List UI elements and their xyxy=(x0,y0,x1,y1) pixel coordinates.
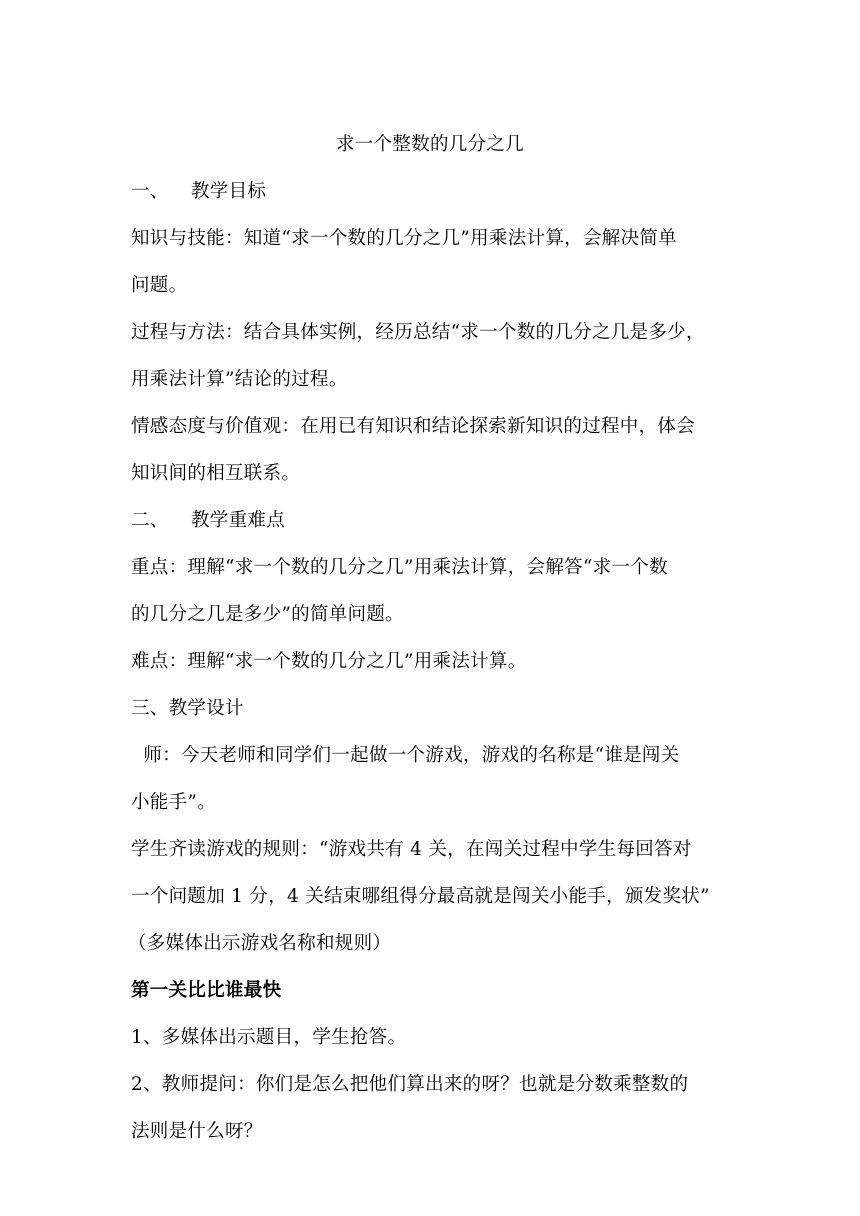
paragraph-line: （多媒体出示游戏名称和规则） xyxy=(128,933,392,954)
paragraph-line: 知识间的相互联系。 xyxy=(131,463,301,484)
section-heading-key-points xyxy=(131,509,731,533)
paragraph-line: 一个问题加 1 分，4 关结束哪组得分最高就是闯关小能手，颁发奖状” xyxy=(131,886,710,907)
paragraph-line: 小能手”。 xyxy=(131,792,216,813)
paragraph-line: 情感态度与价值观：在用已有知识和结论探索新知识的过程中，体会 xyxy=(131,416,696,437)
section-heading-design: 三、教学设计 xyxy=(131,698,244,719)
paragraph-line: 重点：理解“求一个数的几分之几”用乘法计算，会解答“求一个数 xyxy=(131,557,668,578)
section-title: 教学重难点 xyxy=(191,510,286,531)
paragraph-line: 知识与技能：知道“求一个数的几分之几”用乘法计算，会解决简单 xyxy=(131,228,677,249)
paragraph-line: 师：今天老师和同学们一起做一个游戏，游戏的名称是“谁是闯关 xyxy=(131,745,680,766)
paragraph-line: 问题。 xyxy=(131,275,188,296)
list-item: 1、多媒体出示题目，学生抢答。 xyxy=(131,1027,407,1048)
section-title: 教学目标 xyxy=(191,181,267,202)
document-title: 求一个整数的几分之几 xyxy=(335,134,524,155)
section-number: 一、 xyxy=(131,181,169,202)
paragraph-line: 用乘法计算”结论的过程。 xyxy=(131,369,348,390)
paragraph-line: 学生齐读游戏的规则：“游戏共有 4 关，在闯关过程中学生每回答对 xyxy=(131,839,692,860)
level-heading: 第一关比比谁最快 xyxy=(131,980,282,1001)
paragraph-line: 的几分之几是多少”的简单问题。 xyxy=(131,604,404,625)
paragraph-line: 难点：理解“求一个数的几分之几”用乘法计算。 xyxy=(131,651,527,672)
list-item: 2、教师提问：你们是怎么把他们算出来的呀？也就是分数乘整数的 xyxy=(131,1074,689,1095)
section-heading-objectives xyxy=(131,180,731,204)
paragraph-line: 过程与方法：结合具体实例，经历总结“求一个数的几分之几是多少， xyxy=(131,322,705,343)
paragraph-line: 法则是什么呀？ xyxy=(131,1121,263,1142)
section-number: 二、 xyxy=(131,510,169,531)
